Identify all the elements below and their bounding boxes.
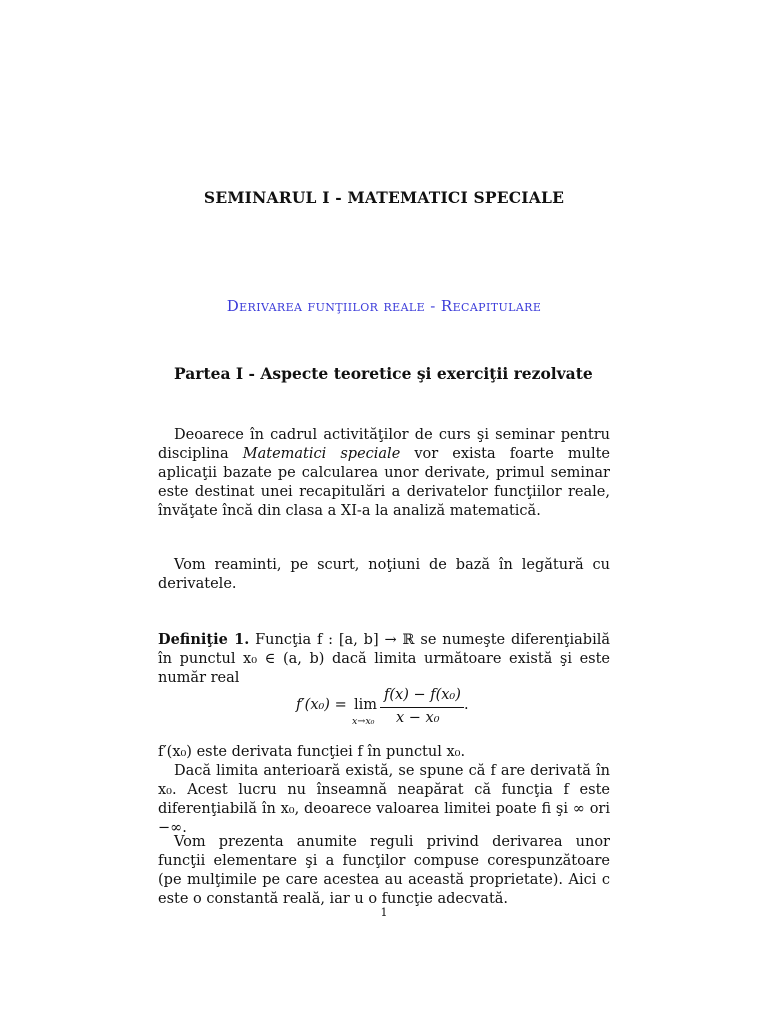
formula-lim: lim: [354, 697, 378, 713]
intro-text-start: Deoarece în cadrul activităţilor de curs şi seminar pentru disciplina: [158, 427, 610, 462]
definition-label: Definiţie 1.: [158, 631, 250, 648]
formula-period: .: [464, 697, 469, 713]
fraction-bar: [380, 707, 464, 708]
page-subtitle: Derivarea funţiilor reale - Recapitulare: [226, 297, 542, 315]
explanation-line-1: f′(x₀) este derivata funcţiei f în punctul x₀.: [158, 744, 466, 760]
rules-paragraph: Vom prezenta anumite reguli privind derivarea unor funcţii elementare şi a funcţilor compuse corespunzătoare (pe mulţimile pe care acestea au această proprietate). Aici c este o constantă reală, iar u o funcţie adecvată.: [158, 834, 610, 907]
definition-text: Funcţia f : [a, b] → ℝ se numeşte diferenţiabilă în punctul x₀ ∈ (a, b) dacă limita următoare există şi este număr real: [158, 632, 610, 686]
formula-denominator: x − x₀: [396, 710, 440, 726]
section-heading: Partea I - Aspecte teoretice şi exerciţii rezolvate: [174, 364, 593, 383]
page-title: SEMINARUL I - MATEMATICI SPECIALE: [203, 188, 565, 207]
course-name: Matematici speciale: [242, 446, 401, 462]
definition-paragraph: [158, 630, 610, 688]
formula-numerator: f(x) − f(x₀): [384, 687, 461, 703]
summary-paragraph: Vom reaminti, pe scurt, noţiuni de bază în legătură cu derivatele.: [158, 557, 610, 592]
explanation-line-2: Dacă limita anterioară există, se spune că f are derivată în x₀. Acest lucru nu înseamnă neapărat că funcţia f este diferenţiabilă în x₀, deoarece valoarea limitei poate fi şi ∞ ori −∞.: [158, 763, 610, 836]
intro-text-end: vor exista foarte multe aplicaţii bazate pe calcularea unor derivate, primul seminar este destinat unei recapitulări a derivatelor funcţiilor reale, învăţate încă din clasa a XI-a la analiză matematică.: [158, 446, 610, 519]
intro-paragraph: [158, 426, 610, 521]
page-number: 1: [380, 906, 388, 919]
derivative-explanation: [158, 743, 610, 838]
formula-lim-subscript: x→x₀: [352, 716, 375, 727]
formula-lhs: f′(x₀) =: [296, 697, 347, 713]
